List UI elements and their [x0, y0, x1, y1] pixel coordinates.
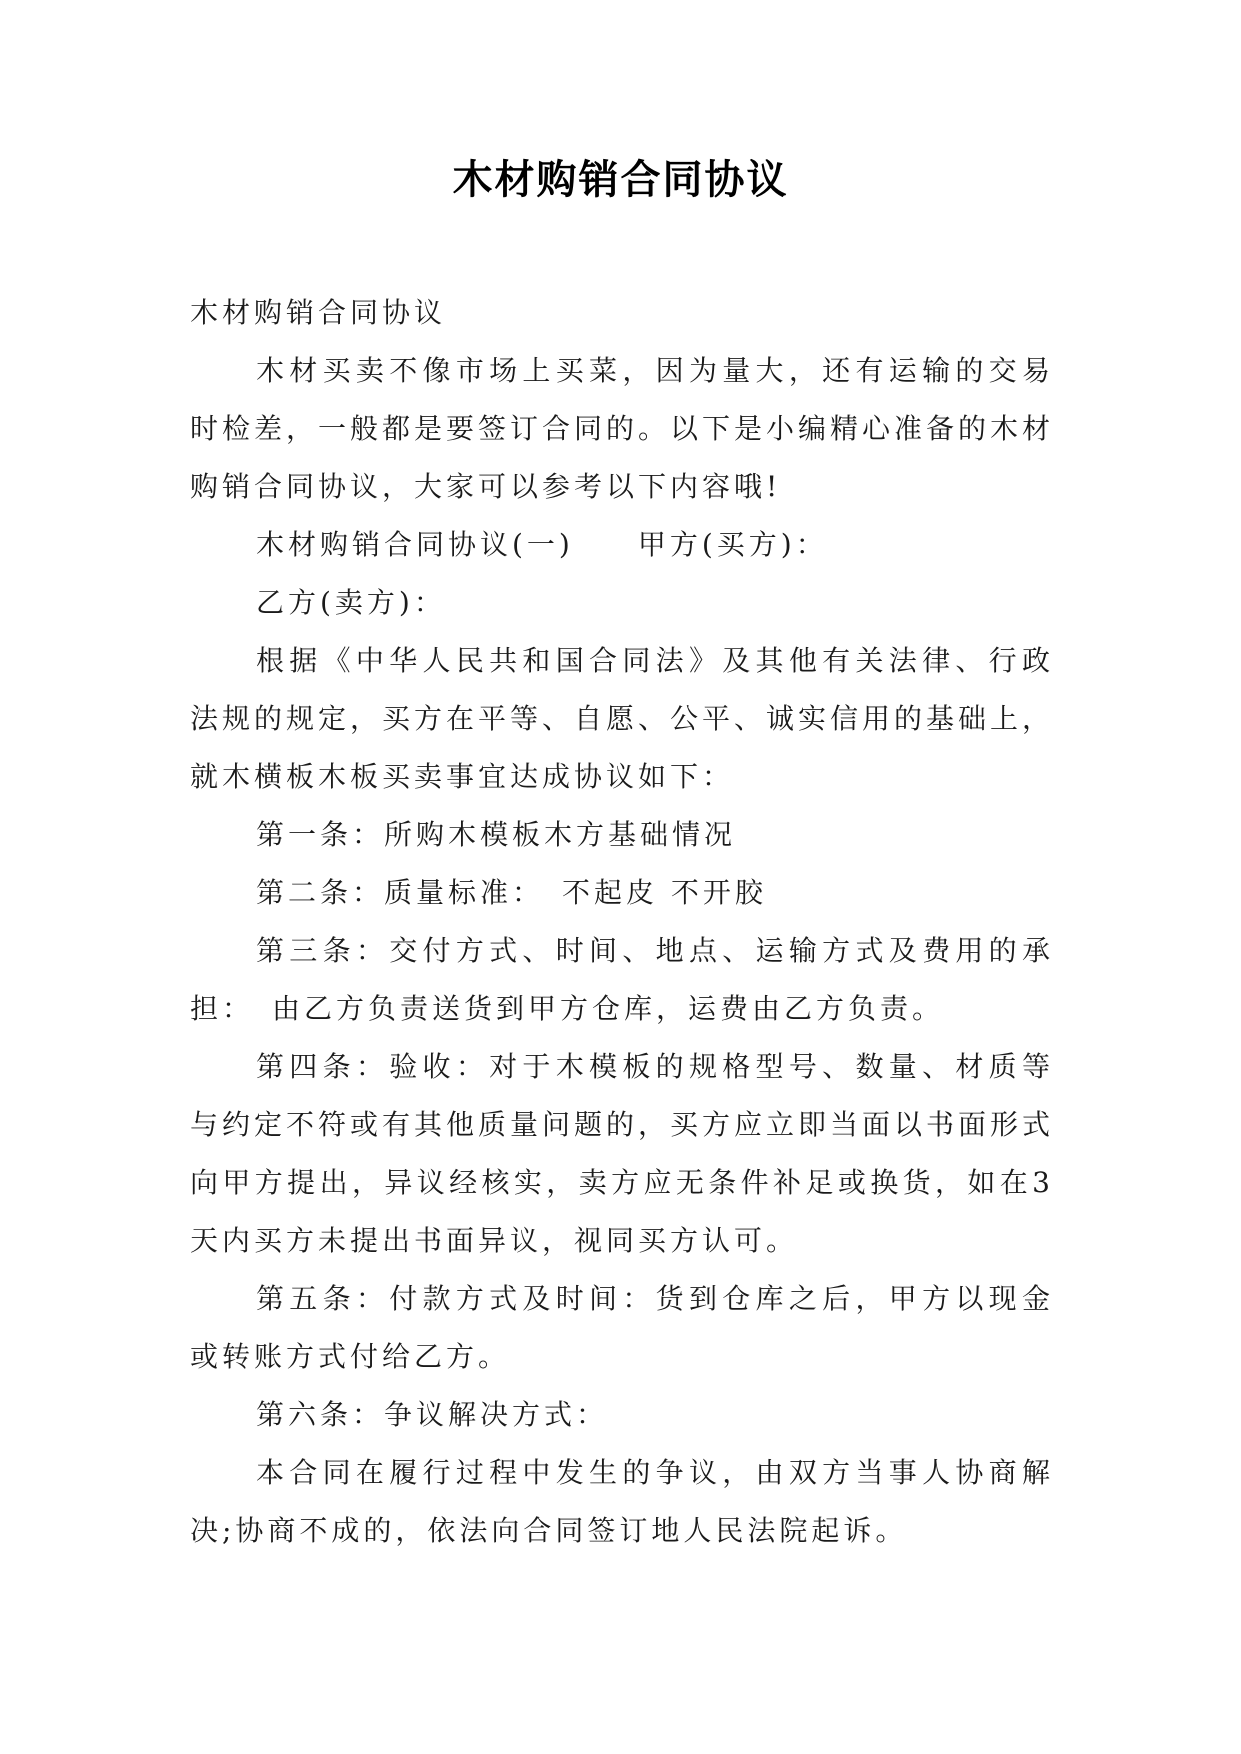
document-body: [190, 284, 1054, 1560]
article-5-paragraph: 第五条：付款方式及时间：货到仓库之后，甲方以现金或转账方式付给乙方。: [190, 1282, 1054, 1373]
dispute-paragraph: 本合同在履行过程中发生的争议，由双方当事人协商解决;协商不成的，依法向合同签订地人民法院起诉。: [190, 1456, 1054, 1547]
document-title: 木材购销合同协议: [452, 157, 789, 203]
party-b-paragraph: 乙方(卖方)：: [256, 586, 446, 619]
contract-header-paragraph: 木材购销合同协议(一) 甲方(买方)：: [256, 528, 828, 561]
article-1-paragraph: 第一条：所购木模板木方基础情况: [256, 818, 737, 851]
preamble-paragraph: 根据《中华人民共和国合同法》及其他有关法律、行政法规的规定，买方在平等、自愿、公平、诚实信用的基础上，就木横板木板买卖事宜达成协议如下：: [190, 644, 1055, 793]
article-3-paragraph: 第三条：交付方式、时间、地点、运输方式及费用的承担： 由乙方负责送货到甲方仓库，运费由乙方负责。: [190, 934, 1054, 1025]
subtitle-paragraph: 木材购销合同协议: [190, 296, 447, 329]
intro-paragraph: 木材买卖不像市场上买菜，因为量大，还有运输的交易时检差，一般都是要签订合同的。以下是小编精心准备的木材购销合同协议，大家可以参考以下内容哦!: [190, 354, 1055, 503]
article-2-paragraph: 第二条：质量标准： 不起皮 不开胶: [256, 876, 767, 909]
article-4-paragraph: 第四条：验收：对于木模板的规格型号、数量、材质等与约定不符或有其他质量问题的，买方应立即当面以书面形式向甲方提出，异议经核实，卖方应无条件补足或换货，如在3天内买方未提出书面异议，视同买方认可。: [190, 1050, 1055, 1257]
article-6-paragraph: 第六条：争议解决方式：: [256, 1398, 609, 1431]
